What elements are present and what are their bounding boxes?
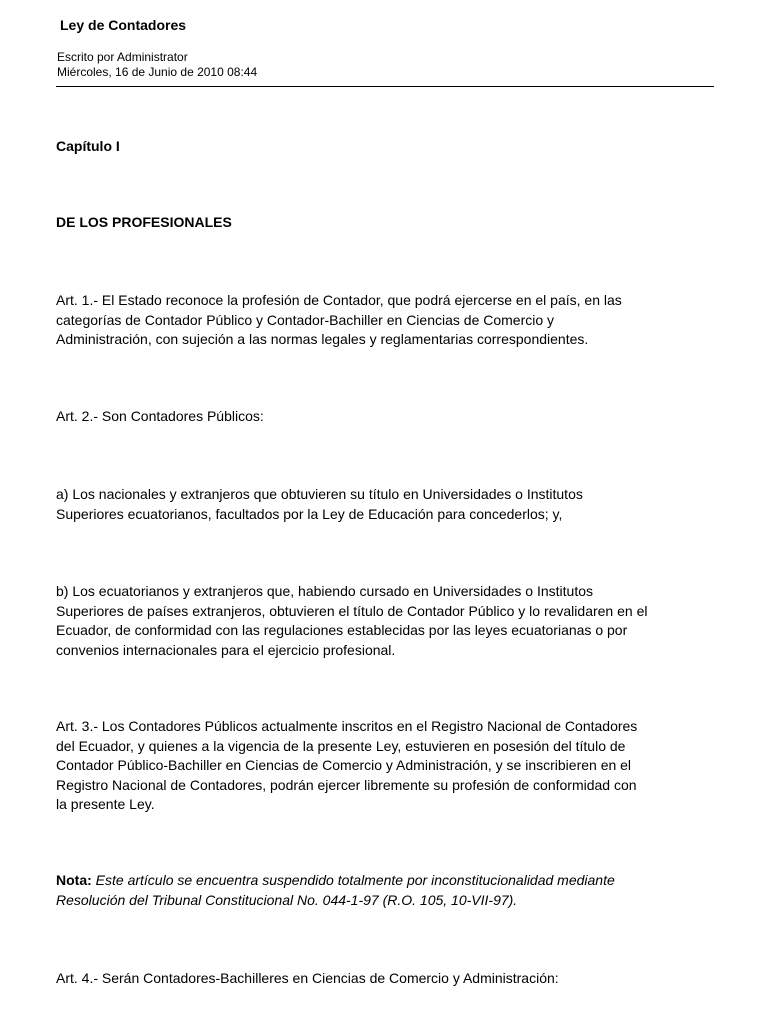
article-3-line: del Ecuador, y quienes a la vigencia de la presente Ley, estuvieren en posesión del título de — [56, 737, 626, 754]
chapter-heading: Capítulo I — [56, 138, 120, 154]
article-1-line: categorías de Contador Público y Contador-Bachiller en Ciencias de Comercio y — [56, 311, 555, 328]
article-3 — [56, 717, 716, 815]
article-2-item-b — [56, 582, 716, 660]
article-2-item-a — [56, 485, 716, 524]
note-text: Este artículo se encuentra suspendido totalmente por inconstitucionalidad mediante — [95, 872, 615, 888]
article-2-item-a-line: a) Los nacionales y extranjeros que obtuvieren su título en Universidades o Institutos — [56, 486, 583, 502]
article-3-line: Art. 3.- Los Contadores Públicos actualmente inscritos en el Registro Nacional de Contadores — [56, 718, 638, 734]
header-divider — [56, 86, 714, 87]
note-line — [56, 871, 716, 891]
article-2-item-b-line: Ecuador, de conformidad con las regulaciones establecidas por las leyes ecuatorianas o por — [56, 622, 628, 638]
section-heading: DE LOS PROFESIONALES — [56, 214, 232, 230]
article-1-line: Administración, con sujeción a las normas legales y reglamentarias correspondientes. — [56, 331, 589, 347]
article-1-line: Art. 1.- El Estado reconoce la profesión de Contador, que podrá ejercerse en el país, en las — [56, 292, 622, 308]
article-1 — [56, 291, 716, 350]
article-2-item-b-line: convenios internacionales para el ejercicio profesional. — [56, 641, 396, 658]
article-2: Art. 2.- Son Contadores Públicos: — [56, 408, 264, 424]
article-2-item-a-line: Superiores ecuatorianos, facultados por la Ley de Educación para concederlos; y, — [56, 505, 563, 522]
author-line: Escrito por Administrator — [57, 50, 188, 64]
date-line: Miércoles, 16 de Junio de 2010 08:44 — [57, 65, 258, 79]
note-line: Resolución del Tribunal Constitucional No. 044-1-97 (R.O. 105, 10-VII-97). — [56, 891, 518, 908]
article-2-item-b-line: Superiores de países extranjeros, obtuvieren el título de Contador Público y lo revalidaren en el — [56, 602, 648, 619]
note-label: Nota: — [56, 872, 92, 888]
document-title: Ley de Contadores — [60, 17, 187, 33]
document-meta — [57, 50, 257, 80]
article-4: Art. 4.- Serán Contadores-Bachilleres en Ciencias de Comercio y Administración: — [56, 970, 559, 986]
article-3-line: la presente Ley. — [56, 796, 155, 812]
article-2-item-b-line: b) Los ecuatorianos y extranjeros que, habiendo cursado en Universidades o Institutos — [56, 583, 593, 599]
article-3-line: Registro Nacional de Contadores, podrán ejercer libremente su profesión de conformidad con — [56, 776, 637, 793]
article-3-note — [56, 871, 716, 910]
article-3-line: Contador Público-Bachiller en Ciencias de Comercio y Administración, y se inscribieren en el — [56, 757, 632, 773]
